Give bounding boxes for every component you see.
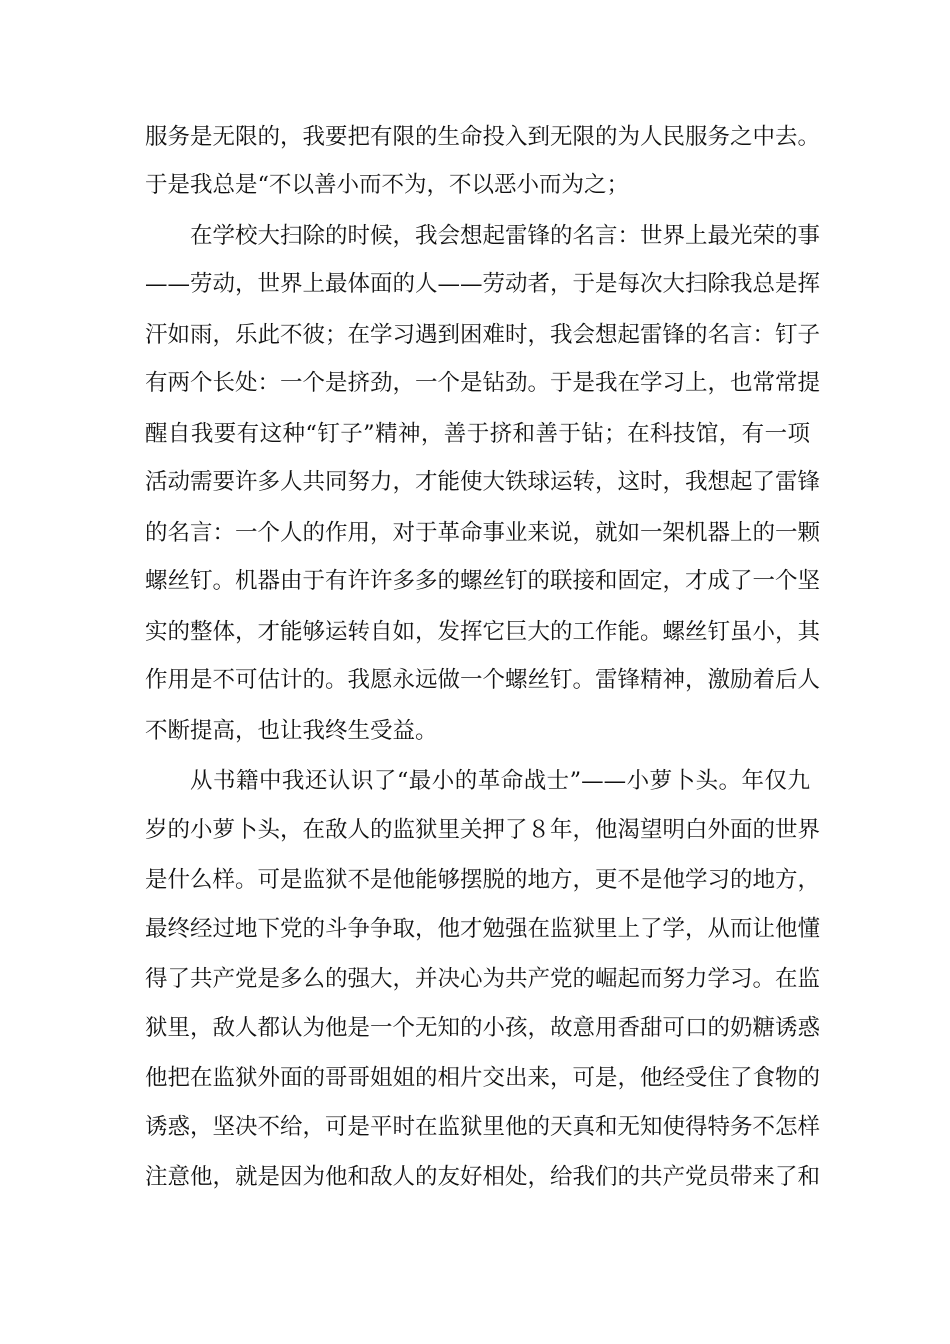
text-line: 诱惑，坚决不给，可是平时在监狱里他的天真和无知使得特务不怎样 [145, 1114, 821, 1140]
text-line: 岁的小萝卜头，在敌人的监狱里关押了８年，他渴望明白外面的世界 [145, 817, 821, 843]
text-line: 汗如雨，乐此不彼；在学习遇到困难时，我会想起雷锋的名言：钉子 [145, 322, 821, 348]
text-line: 作用是不可估计的。我愿永远做一个螺丝钉。雷锋精神，激励着后人 [145, 667, 821, 693]
paragraph-first-line: 从书籍中我还认识了“最小的革命战士”——小萝卜头。年仅九 [190, 768, 810, 794]
text-line: 不断提高，也让我终生受益。 [145, 718, 438, 744]
text-line: 狱里，敌人都认为他是一个无知的小孩，故意用香甜可口的奶糖诱惑 [145, 1015, 821, 1041]
text-line: 醒自我要有这种“钉子”精神，善于挤和善于钻；在科技馆，有一项 [145, 421, 810, 447]
text-line: 服务是无限的，我要把有限的生命投入到无限的为人民服务之中去。 [145, 124, 821, 150]
text-line: 是什么样。可是监狱不是他能够摆脱的地方，更不是他学习的地方， [145, 867, 821, 893]
text-line: 螺丝钉。机器由于有许许多多的螺丝钉的联接和固定，才成了一个坚 [145, 568, 821, 594]
text-line: 最终经过地下党的斗争争取，他才勉强在监狱里上了学，从而让他懂 [145, 916, 821, 942]
text-line: ——劳动，世界上最体面的人——劳动者，于是每次大扫除我总是挥 [145, 271, 821, 297]
text-line: 注意他，就是因为他和敌人的友好相处，给我们的共产党员带来了和 [145, 1164, 821, 1190]
text-line: 他把在监狱外面的哥哥姐姐的相片交出来，可是，他经受住了食物的 [145, 1065, 821, 1091]
text-line: 得了共产党是多么的强大，并决心为共产党的崛起而努力学习。在监 [145, 966, 821, 992]
text-line: 于是我总是“不以善小而不为，不以恶小而为之； [145, 172, 630, 198]
text-line: 的名言：一个人的作用，对于革命事业来说，就如一架机器上的一颗 [145, 520, 821, 546]
paragraph-first-line: 在学校大扫除的时候，我会想起雷锋的名言：世界上最光荣的事 [190, 223, 821, 249]
text-line: 实的整体，才能够运转自如，发挥它巨大的工作能。螺丝钉虽小，其 [145, 619, 821, 645]
text-line: 有两个长处：一个是挤劲，一个是钻劲。于是我在学习上，也常常提 [145, 370, 821, 396]
text-line: 活动需要许多人共同努力，才能使大铁球运转，这时，我想起了雷锋 [145, 469, 821, 495]
